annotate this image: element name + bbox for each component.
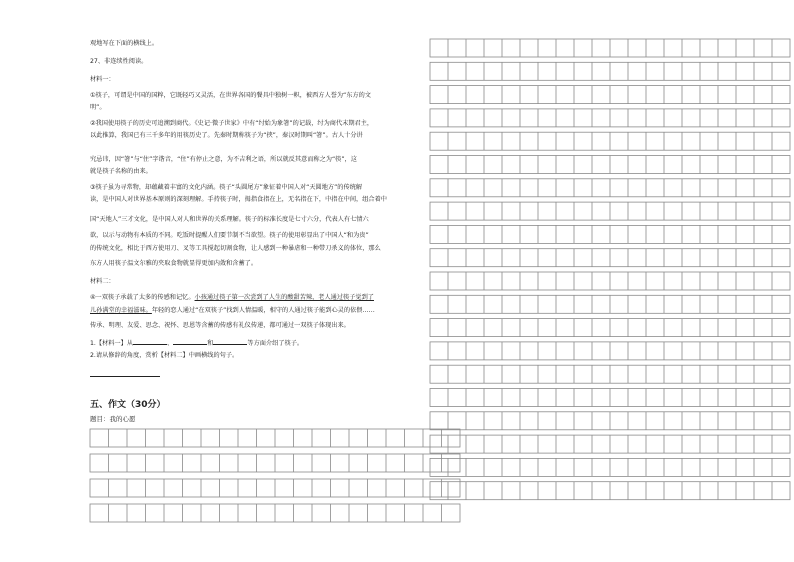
question-1-text-c: 和 bbox=[207, 340, 214, 347]
material-1-paragraph-2a: ②我国使用筷子的历史可追溯到商代。《史记·微子世家》中有“纣始为象箸”的记载，纣为商代末期君主， bbox=[90, 120, 374, 127]
material-1-paragraph-2b: 以此推算，我国已有三千多年的用筷历史了。先秦时期称筷子为“挟”，秦汉时期叫“箸”。古人十分讲 bbox=[90, 132, 363, 139]
answer-blank-1[interactable] bbox=[133, 338, 167, 345]
section-title: 五、作文（30分） bbox=[90, 400, 166, 410]
material-1-paragraph-1b: 明”。 bbox=[90, 104, 106, 111]
question-1-text-b: 、 bbox=[167, 340, 174, 347]
material-2-plain-text: ④一双筷子承载了太多的传感和记忆。 bbox=[90, 294, 195, 301]
material-1-paragraph-2d: 就是筷子名称的由来。 bbox=[90, 168, 152, 175]
material-2-underlined-text: 儿孙满堂的幸福滋味。 bbox=[90, 307, 152, 314]
answer-blank-2[interactable] bbox=[173, 338, 207, 345]
material-2-plain-text: 年轻的恋人通过“在双筷子”找到人情温暖，相守的人通过筷子能到心灵的依偎…… bbox=[151, 307, 375, 314]
writing-grid-bottom[interactable] bbox=[89, 428, 462, 524]
question-2: 2.请从修辞的角度，赏析【材料二】中画横线的句子。 bbox=[90, 352, 239, 359]
material-2-underlined-text: 小孩通过筷子第一次尝到了人生的酸甜苦辣，老人通过筷子觉到了 bbox=[194, 294, 374, 301]
material-2-paragraph-1b bbox=[90, 307, 375, 315]
material-1-paragraph-3a: ③筷子虽为寻常物，却蕴藏着丰富的文化内涵。筷子“头圆尾方”象征着中国人对“天圆地方”的传统解 bbox=[90, 184, 363, 191]
question-27-heading: 27、非连续性阅读。 bbox=[90, 58, 148, 65]
material-2-paragraph-1c: 传承、明理、友爱、思念、祝怀、思恩等含蓄的传感有礼仪传递，都可通过一双筷子体现出来。 bbox=[90, 322, 350, 329]
material-1-paragraph-3b: 读，是中国人对世界基本原则的深刻理解。手持筷子时，拇指食指在上，无名指在下，中指在中间，组合着中 bbox=[90, 196, 387, 203]
text-line-intro: 观地写在下面的横线上。 bbox=[90, 40, 159, 47]
essay-prompt: 题目：我的心愿 bbox=[90, 415, 136, 423]
question-1 bbox=[90, 338, 303, 348]
material-1-paragraph-3f: 东方人用筷子温文尔雅的夹取食物就显得更加内敛和含蓄了。 bbox=[90, 260, 258, 267]
question-1-text-d: 等方面介绍了筷子。 bbox=[247, 340, 304, 347]
material-1-paragraph-3c: 国“天地人”三才文化，是中国人对人和世界的关系理解。筷子的标准长度是七寸六分，代表人有七情六 bbox=[90, 216, 369, 223]
answer-blank-3[interactable] bbox=[213, 338, 247, 345]
material-1-paragraph-3d: 欲，以示与动物有本质的不同。吃饭时提醒人们要节制不当欲望。筷子的使用彰显出了中国人“和为贵” bbox=[90, 232, 369, 239]
material-1-label: 材料一： bbox=[90, 76, 115, 83]
material-2-paragraph-1a bbox=[90, 294, 374, 302]
question-1-text-a: 1.【材料一】从 bbox=[90, 340, 134, 347]
writing-grid-right-svg bbox=[429, 38, 794, 508]
writing-grid-bottom-svg bbox=[89, 428, 462, 524]
material-1-paragraph-3e: 的传统文化，相比于西方使用刀、叉等工具搅起切割食物，让人感到一种暴虐和一种带刀杀义的体位，那么 bbox=[90, 245, 381, 252]
material-2-label: 材料二： bbox=[90, 278, 115, 285]
writing-grid-right[interactable] bbox=[429, 38, 794, 508]
answer-line[interactable] bbox=[90, 376, 160, 377]
material-1-paragraph-2c: 究忌讳，因“箸”与“住”字谐音，“住”有停止之意，为不吉利之语，所以就反其意而称之为“筷”，这 bbox=[90, 156, 357, 163]
material-1-paragraph-1a: ①筷子，可谓是中国的国粹，它既轻巧又灵活，在世界各国的餐具中独树一帜，被西方人誉为“东方的文 bbox=[90, 92, 371, 99]
